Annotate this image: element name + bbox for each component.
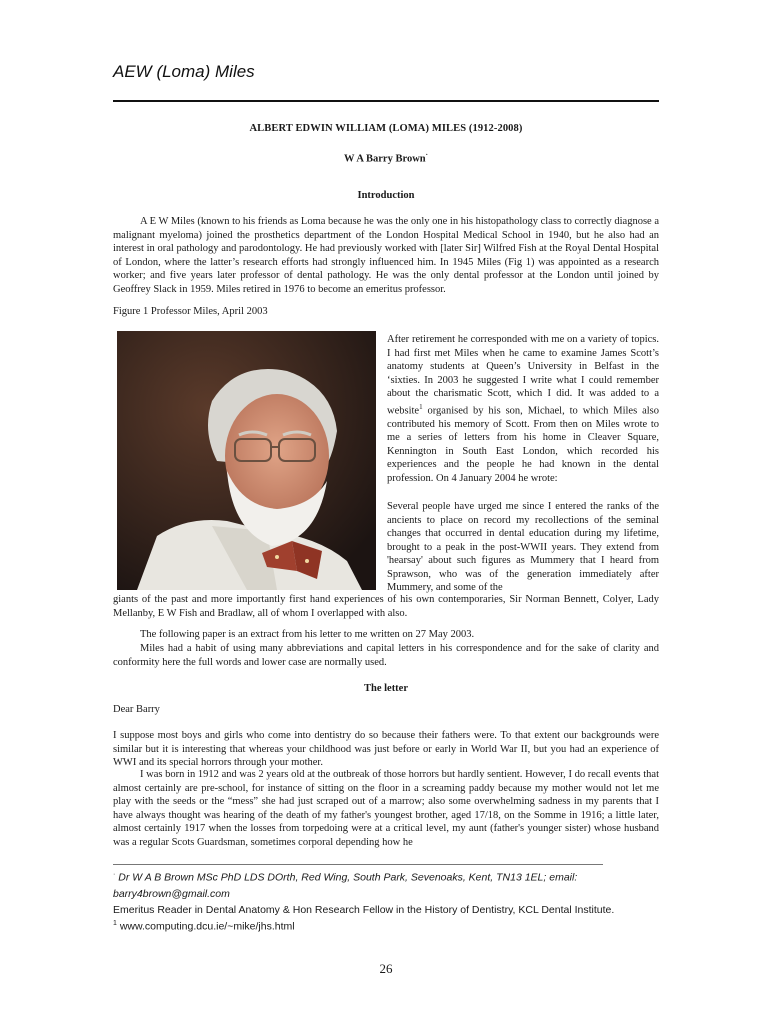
page-number: 26: [379, 961, 393, 976]
letter-paragraph-2: I was born in 1912 and was 2 years old at the outbreak of those horrors but hardly sentient. However, I do recall events that almost certainly are pre-school, for instance of sitting on the floor in a screaming paddy because my mother would not let me play with the seeds or the “mess” she had just scraped out of a marrow; also some overwhelming sadness in my parents that I have always thought was hearing of the death of my father's youngest brother, aged 17/18, on the Somme in 1916; a little later, almost certainly 1917 when the losses from torpedoing were at a critical level, my aunt (father's younger sister) whose husband was a regular Scots Guardsman, sometimes corporal depending how he: [113, 769, 659, 848]
author-footnote-mark: ·: [425, 151, 428, 159]
reference-footnote-url: www.computing.dcu.ie/~mike/jhs.html: [119, 920, 295, 933]
reference-footnote-number: 1: [113, 920, 117, 927]
portrait-image: [117, 331, 376, 590]
introduction-heading: Introduction: [357, 190, 415, 201]
running-head: AEW (Loma) Miles: [113, 62, 255, 81]
right-column-text-a: After retirement he corresponded with me on a variety of topics. I had first met Miles when he came to examine James Scott’s anatomy students at Queen’s University in Belfast in the ‘sixties. In 2003 he suggested I write what I could remember about the charismatic Scott, which I did. It was added to a website: [387, 334, 659, 416]
author-email: barry4brown@gmail.com: [113, 887, 230, 900]
letter-heading: The letter: [363, 683, 409, 694]
letter-salutation: Dear Barry: [113, 704, 160, 715]
footnote-ref-1: 1: [419, 402, 423, 411]
right-column-paragraph: [387, 333, 659, 485]
portrait-photo: [117, 331, 376, 590]
extract-note: The following paper is an extract from his letter to me written on 27 May 2003.: [140, 629, 475, 640]
footnote-rule: [113, 864, 603, 865]
introduction-paragraph: A E W Miles (known to his friends as Loma because he was the only one in his histopathology class to correctly diagnose a malignant myeloma) joined the prosthetics department of the London Hospital Medical School in 1940, but he also had an interest in oral pathology and parodontology. He had previously worked with [later Sir] Wilfred Fish at the Royal Dental Hospital of London, where the latter’s research efforts had strongly influenced him. In 1945 Miles (Fig 1) was appointed as a research worker; and five years later professor of dental pathology. He was the only dental professor at the London until joined by Geoffrey Slack in 1959. Miles retired in 1976 to become an emeritus professor.: [113, 216, 659, 295]
quotation-continuation: giants of the past and more importantly first hand experiences of his own contemporaries, Sir Norman Bennett, Colyer, Lady Mellanby, E W Fish and Bradlaw, all of whom I overlapped with also.: [113, 594, 659, 619]
author-footnote: [113, 867, 673, 918]
reference-footnote: [113, 916, 673, 935]
author-footnote-symbol: ·: [113, 871, 116, 878]
letter-paragraph-1: I suppose most boys and girls who come into dentistry do so because their fathers were. To that extent our backgrounds were similar but it is interesting that whereas your childhood was just before or early in World War II, but you had an experience of WWI and its special horrors through your mother.: [113, 730, 659, 768]
right-column-text-b: organised by his son, Michael, to which Miles also contributed his memory of Scott. From then on Miles wrote to me a series of letters from his home in Cleaver Square, Kennington in South East London, which recorded his experiences and the people he had known in the dental profession. On 4 January 2004 he wrote:: [387, 405, 659, 484]
author-affiliation: Emeritus Reader in Dental Anatomy & Hon Research Fellow in the History of Dentistry, KCL Dental Institute.: [113, 903, 615, 916]
author-name: W A Barry Brown: [344, 153, 426, 165]
header-rule: [113, 100, 659, 102]
style-note: Miles had a habit of using many abbreviations and capital letters in his correspondence and for the sake of clarity and conformity here the full words and lower case are normally used.: [113, 643, 659, 668]
author-footnote-text: Dr W A B Brown MSc PhD LDS DOrth, Red Wing, South Park, Sevenoaks, Kent, TN13 1EL; email:: [118, 871, 578, 884]
figure-caption: Figure 1 Professor Miles, April 2003: [113, 306, 268, 317]
article-title: ALBERT EDWIN WILLIAM (LOMA) MILES (1912-2008): [249, 123, 523, 134]
author-line: [113, 151, 659, 165]
quotation-start: Several people have urged me since I entered the ranks of the ancients to place on record my recollections of the seminal changes that occurred in dental education during my lifetime, brought to a peak in the post-WWII years. They extend from 'hearsay' about such figures as Mummery that I heard from Sprawson, who was of the generation immediately after Mummery, and some of the: [387, 501, 659, 593]
